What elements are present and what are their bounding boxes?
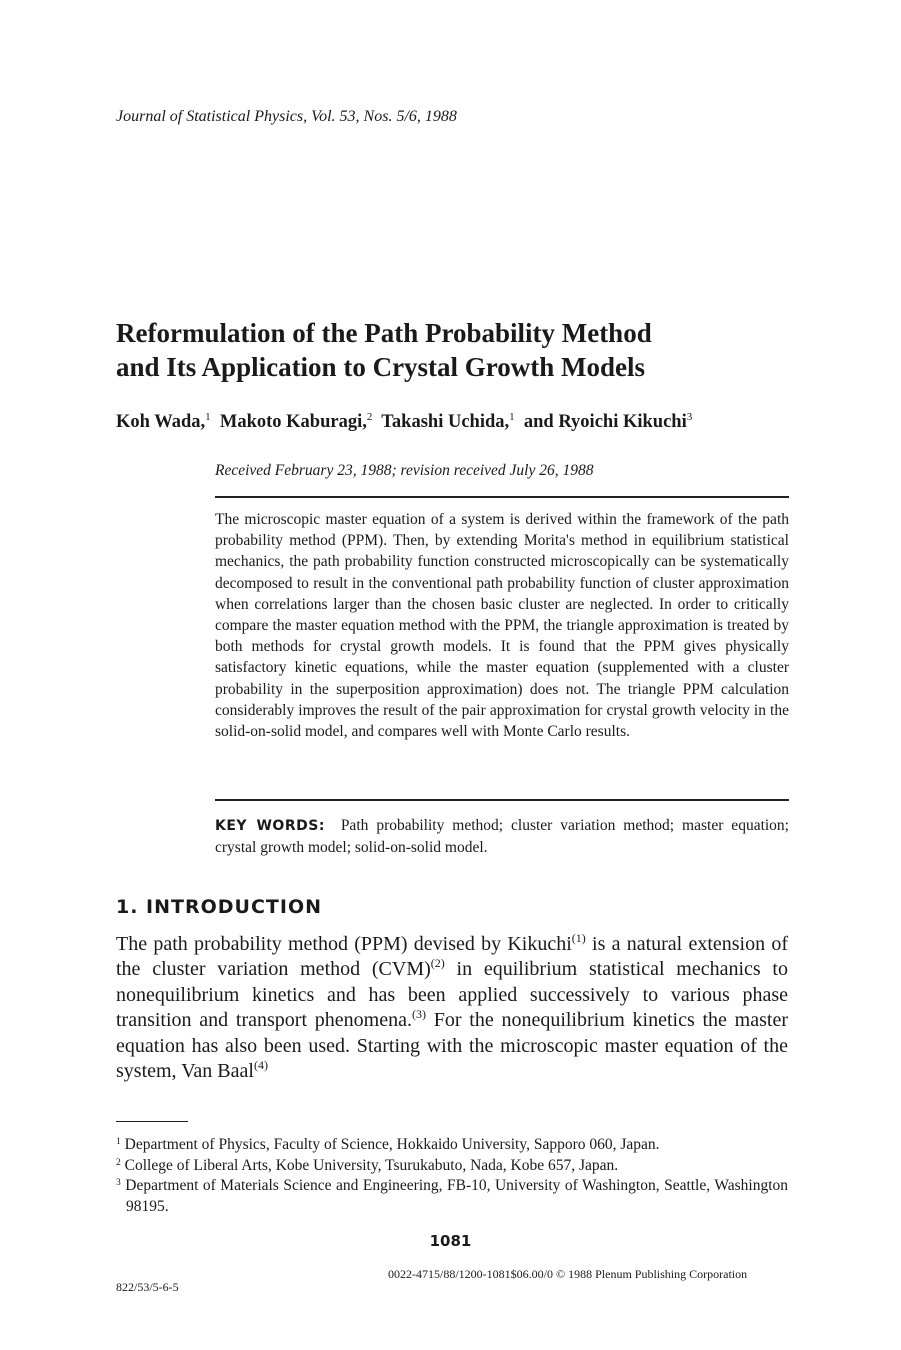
author-list <box>116 411 692 433</box>
footnote-mark: 2 <box>116 1157 121 1168</box>
document-code: 822/53/5-6-5 <box>116 1280 179 1294</box>
keywords-label: KEY WORDS: <box>215 818 325 834</box>
title-line-1: Reformulation of the Path Probability Method <box>116 318 652 348</box>
author-affiliation-mark: 1 <box>205 411 211 423</box>
received-dates: Received February 23, 1988; revision received July 26, 1988 <box>215 462 594 479</box>
author-name: and Ryoichi Kikuchi <box>523 412 687 432</box>
footnote-rule <box>116 1121 188 1122</box>
footnote <box>116 1156 788 1177</box>
intro-text: For the nonequilibrium kinetics the master equation has also been used. Starting with the microscopic master equation of the system, Van Baal <box>116 1009 788 1083</box>
journal-citation: Journal of Statistical Physics, Vol. 53, Nos. 5/6, 1988 <box>116 108 457 125</box>
intro-text: The path probability method (PPM) devised by Kikuchi <box>116 933 572 955</box>
footnote <box>116 1135 788 1156</box>
citation-ref: (2) <box>430 956 445 971</box>
citation-ref: (3) <box>411 1007 426 1022</box>
keywords <box>215 815 789 858</box>
abstract: The microscopic master equation of a system is derived within the framework of the path probability method (PPM). Then, by extending Morita's method in equilibrium statistical mechanics, the path probability function constructed microscopically can be systematically decomposed to result in the conventional path probability function of cluster approximation when correlations larger than the chosen basic cluster are neglected. In order to critically compare the master equation method with the PPM, the triangle approximation is treated by both methods for crystal growth models. It is found that the PPM gives physically satisfactory kinetic equations, while the master equation (supplemented with a cluster probability in the superposition approximation) does not. The triangle PPM calculation considerably improves the result of the pair approximation for crystal growth velocity in the solid-on-solid model, and compares well with Monte Carlo results. <box>215 511 789 741</box>
footnotes <box>116 1135 788 1217</box>
page-number: 1081 <box>429 1232 472 1250</box>
footnote-text: Department of Materials Science and Engineering, FB-10, University of Washington, Seattle, Washington 98195. <box>125 1177 788 1215</box>
footnote <box>116 1176 788 1217</box>
copyright-line: 0022-4715/88/1200-1081$06.00/0 © 1988 Plenum Publishing Corporation <box>388 1267 748 1281</box>
footnote-text: Department of Physics, Faculty of Science, Hokkaido University, Sapporo 060, Japan. <box>124 1136 660 1153</box>
intro-text: is a natural extension of the cluster variation method (CVM) <box>116 933 788 981</box>
intro-text: in equilibrium statistical mechanics to nonequilibrium kinetics and has been applied successively to various phase transition and transport phenomena. <box>116 958 788 1032</box>
footnote-text: College of Liberal Arts, Kobe University, Tsurukabuto, Nada, Kobe 657, Japan. <box>124 1156 619 1174</box>
introduction-paragraph <box>116 932 788 1084</box>
author-affiliation-mark: 2 <box>366 411 373 423</box>
paper-title <box>116 316 816 384</box>
author-name: Makoto Kaburagi, <box>219 412 367 432</box>
title-line-2: and Its Application to Crystal Growth Models <box>116 352 646 382</box>
abstract-top-rule <box>215 496 789 498</box>
author-name: Koh Wada, <box>116 412 206 432</box>
author-affiliation-mark: 3 <box>686 411 693 423</box>
abstract-bottom-rule <box>215 799 789 801</box>
citation-ref: (4) <box>253 1058 268 1073</box>
author-affiliation-mark: 1 <box>509 411 515 423</box>
footnote-mark: 1 <box>116 1137 121 1147</box>
keywords-text: Path probability method; cluster variation method; master equation; crystal growth model; solid-on-solid model. <box>215 817 789 856</box>
citation-ref: (1) <box>571 931 586 945</box>
author-name: Takashi Uchida, <box>381 412 510 432</box>
section-heading: 1. INTRODUCTION <box>116 896 322 918</box>
footnote-mark: 3 <box>116 1178 121 1189</box>
